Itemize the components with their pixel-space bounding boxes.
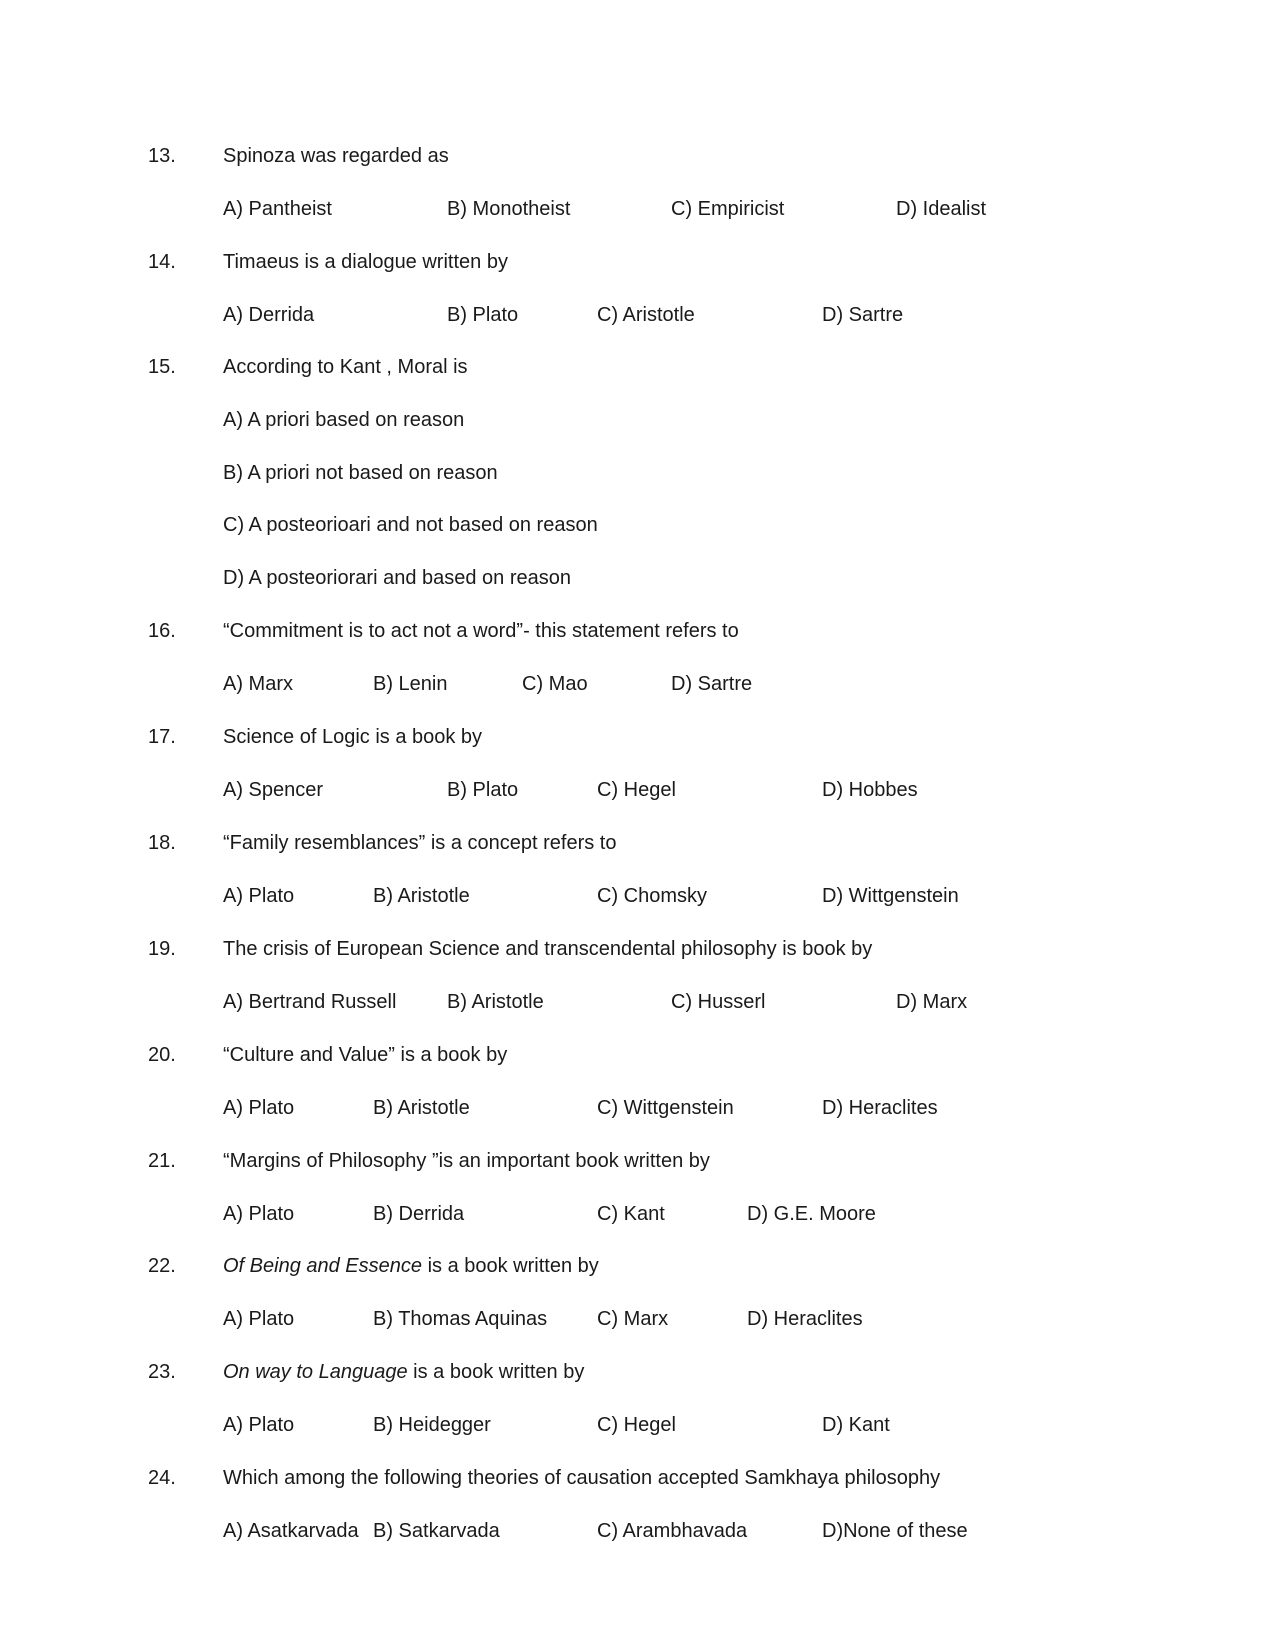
options-row <box>0 882 1275 910</box>
option-d: D) A posteoriorari and based on reason <box>223 567 571 589</box>
question-17 <box>0 723 1275 829</box>
option-c: C) Arambhavada <box>597 1520 748 1542</box>
options-row <box>0 776 1275 804</box>
question-20 <box>0 1041 1275 1147</box>
option-a: A) Plato <box>223 1308 295 1330</box>
question-19 <box>0 935 1275 1041</box>
option-b: B) Plato <box>447 304 519 326</box>
question-text <box>223 1252 599 1280</box>
question-number: 17. <box>148 726 176 748</box>
question-number: 16. <box>148 620 176 642</box>
option-a: A) A priori based on reason <box>223 409 465 431</box>
option-c: C) Hegel <box>597 779 676 801</box>
option-d: D) Wittgenstein <box>822 885 959 907</box>
option-a: A) Bertrand Russell <box>223 991 397 1013</box>
option-a: A) Marx <box>223 673 293 695</box>
option-c: C) Chomsky <box>597 885 708 907</box>
question-14 <box>0 248 1275 354</box>
option-b: B) Aristotle <box>373 1097 470 1119</box>
option-b: B) A priori not based on reason <box>223 462 498 484</box>
question-number: 21. <box>148 1150 176 1172</box>
option-d: D) Heraclites <box>747 1308 863 1330</box>
options-row <box>0 195 1275 223</box>
option-b: B) Plato <box>447 779 519 801</box>
option-d: D) Sartre <box>822 304 904 326</box>
book-title: On way to Language <box>223 1361 408 1383</box>
question-22 <box>0 1252 1275 1358</box>
question-text-rest: is a book written by <box>422 1255 599 1277</box>
options-row <box>0 670 1275 698</box>
question-text-rest: is a book written by <box>407 1361 585 1383</box>
question-text: “Margins of Philosophy ”is an important book written by <box>223 1150 710 1172</box>
option-c: C) Aristotle <box>597 304 695 326</box>
option-b: B) Thomas Aquinas <box>373 1308 548 1330</box>
option-b: B) Aristotle <box>447 991 544 1013</box>
book-title: Of Being and Essence <box>223 1255 423 1277</box>
options-row <box>0 1200 1275 1228</box>
option-b: B) Lenin <box>373 673 448 695</box>
option-c: C) Hegel <box>597 1414 676 1436</box>
option-a: A) Asatkarvada <box>223 1520 359 1542</box>
option-c: C) Mao <box>522 673 588 695</box>
option-d: D) Heraclites <box>822 1097 938 1119</box>
option-c: C) Wittgenstein <box>597 1097 734 1119</box>
option-d: D) Marx <box>896 991 968 1013</box>
option-a: A) Pantheist <box>223 198 332 220</box>
question-text: “Family resemblances” is a concept refers to <box>223 832 617 854</box>
question-text: Spinoza was regarded as <box>223 145 449 167</box>
option-b: B) Satkarvada <box>373 1520 500 1542</box>
question-text: The crisis of European Science and transcendental philosophy is book by <box>223 938 873 960</box>
options-row <box>0 1517 1275 1545</box>
question-text: Timaeus is a dialogue written by <box>223 251 508 273</box>
question-text: Which among the following theories of causation accepted Samkhaya philosophy <box>223 1467 941 1489</box>
question-text: According to Kant , Moral is <box>223 356 468 378</box>
option-a: A) Derrida <box>223 304 315 326</box>
question-21 <box>0 1147 1275 1253</box>
option-a: A) Plato <box>223 1097 295 1119</box>
option-d: D) Idealist <box>896 198 987 220</box>
option-d: D) Sartre <box>671 673 753 695</box>
question-number: 20. <box>148 1044 176 1066</box>
options-row <box>0 1094 1275 1122</box>
option-b: B) Monotheist <box>447 198 571 220</box>
question-text: “Culture and Value” is a book by <box>223 1044 508 1066</box>
question-number: 14. <box>148 251 176 273</box>
option-c: C) Empiricist <box>671 198 785 220</box>
option-d: D) G.E. Moore <box>747 1203 876 1225</box>
option-a: A) Plato <box>223 885 295 907</box>
question-13 <box>0 142 1275 248</box>
option-b: B) Heidegger <box>373 1414 491 1436</box>
question-18 <box>0 829 1275 935</box>
option-c: C) Marx <box>597 1308 669 1330</box>
question-number: 18. <box>148 832 176 854</box>
question-text: Science of Logic is a book by <box>223 726 483 748</box>
question-number: 22. <box>148 1255 176 1277</box>
question-number: 24. <box>148 1467 176 1489</box>
option-a: A) Spencer <box>223 779 324 801</box>
option-d: D) Hobbes <box>822 779 918 801</box>
option-c: C) A posteorioari and not based on reason <box>223 514 598 536</box>
option-b: B) Aristotle <box>373 885 470 907</box>
question-number: 19. <box>148 938 176 960</box>
options-row <box>0 301 1275 329</box>
option-a: A) Plato <box>223 1203 295 1225</box>
options-row <box>0 1305 1275 1333</box>
option-d: D) Kant <box>822 1414 890 1436</box>
option-c: C) Husserl <box>671 991 766 1013</box>
question-text: “Commitment is to act not a word”- this statement refers to <box>223 620 739 642</box>
question-number: 23. <box>148 1361 176 1383</box>
options-row <box>0 988 1275 1016</box>
question-23 <box>0 1358 1275 1464</box>
option-c: C) Kant <box>597 1203 665 1225</box>
question-text <box>223 1358 584 1386</box>
options-row <box>0 1411 1275 1439</box>
question-number: 13. <box>148 145 176 167</box>
question-number: 15. <box>148 356 176 378</box>
question-24 <box>0 1464 1275 1570</box>
option-a: A) Plato <box>223 1414 295 1436</box>
question-16 <box>0 617 1275 723</box>
option-d: D)None of these <box>822 1520 968 1542</box>
question-15 <box>0 353 1275 603</box>
option-b: B) Derrida <box>373 1203 465 1225</box>
